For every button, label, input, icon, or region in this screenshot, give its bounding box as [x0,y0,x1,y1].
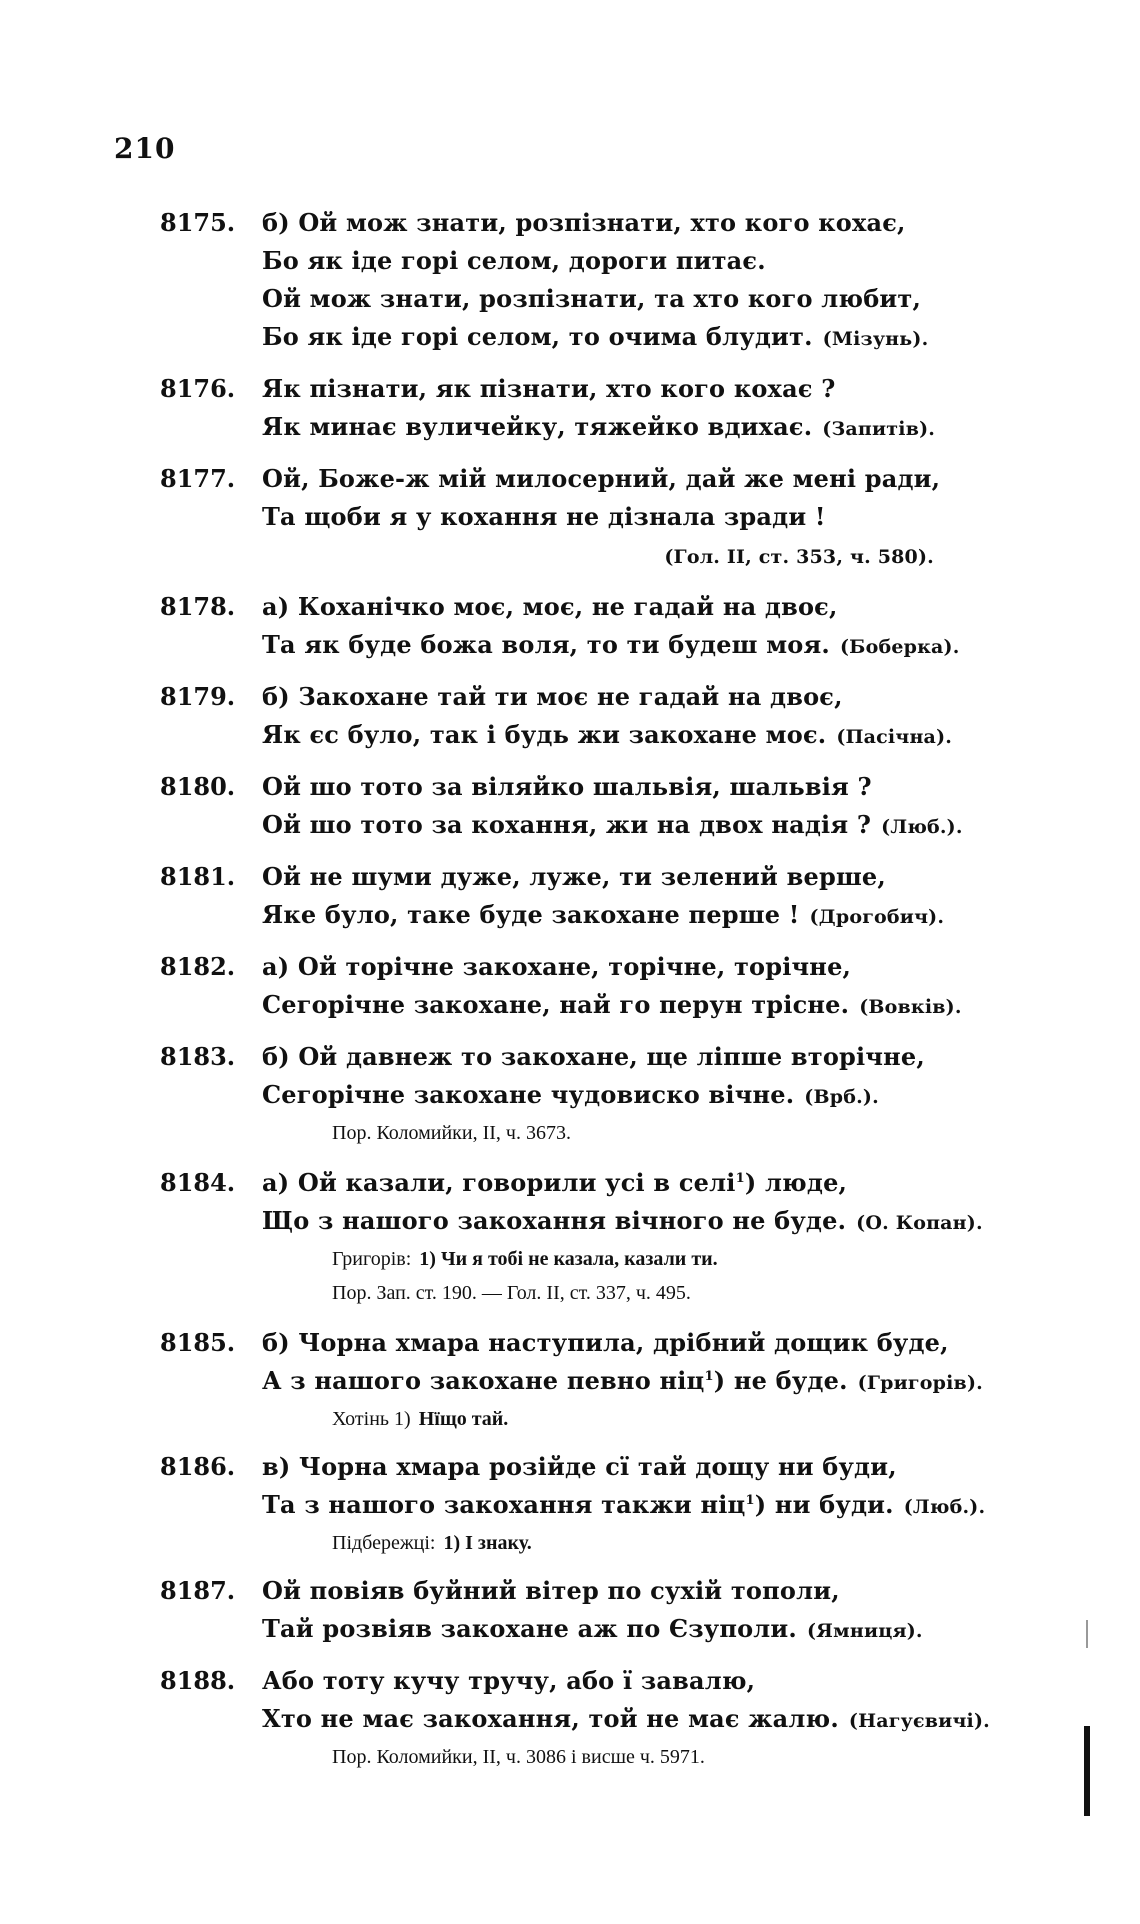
verse-line: Як пізнати, як пізнати, хто кого кохає ? [262,374,836,403]
verse-text: ) люде, [744,1168,848,1197]
scan-margin-mark [1086,1620,1088,1648]
source-label: (Дрогобич). [809,906,945,928]
source-label: (Мізунь). [822,328,929,350]
reference-note: Пор. Коломийки, II, ч. 3673. [332,1122,571,1144]
verse-text: Ой шо тото за кохання, жи на двох надія ? [262,810,872,839]
entry-number: 8181. [160,862,236,891]
footnote-marker: 1 [745,1493,755,1508]
entry-number: 8188. [160,1666,236,1695]
entry [0,1662,1140,1774]
entry [0,370,1140,448]
page-number: 210 [114,132,176,165]
verse-line [262,1362,1140,1402]
entry-number: 8178. [160,592,236,621]
variant-place: Хотінь 1) [332,1408,411,1430]
entry-number: 8187. [160,1576,236,1605]
footnote-marker: 1 [704,1369,714,1384]
verse-line [262,986,1140,1026]
verse-line [262,1076,1140,1116]
verse-line: Та щоби я у кохання не дізнала зради ! [262,502,826,531]
entry-number: 8180. [160,772,236,801]
verse-line: Або тоту кучу тручу, або ї завалю, [262,1666,756,1695]
source-label: (Гол. II, ст. 353, ч. 580). [664,546,934,568]
entry [0,204,1140,358]
source-label: (Боберка). [839,636,960,658]
scan-margin-mark [1084,1726,1090,1816]
entry-number: 8185. [160,1328,236,1357]
verse-line [262,896,1140,936]
source-label: (О. Копан). [856,1212,983,1234]
reference-note: Пор. Зап. ст. 190. — Гол. II, ст. 337, ч. 495. [332,1282,691,1304]
source-label: (Григорів). [857,1372,983,1394]
verse-line [262,716,1140,756]
entry [0,1038,1140,1150]
verse-line [262,806,1140,846]
source-line [262,536,1140,576]
entry-number: 8183. [160,1042,236,1071]
verse-text: Яке було, таке буде закохане перше ! [262,900,800,929]
verse-line: б) Ой давнеж то закохане, ще ліпше вторічне, [262,1042,925,1071]
entry [0,1164,1140,1310]
source-label: (Люб.). [903,1496,986,1518]
verse-text: Сегорічне закохане, най го перун трісне. [262,990,850,1019]
entry-number: 8177. [160,464,236,493]
entry-number: 8186. [160,1452,236,1481]
verse-line: а) Ой торічне закохане, торічне, торічне, [262,952,852,981]
verse-line: а) Коханічко моє, моє, не гадай на двоє, [262,592,838,621]
source-label: (Люб.). [881,816,963,838]
entry [0,1448,1140,1560]
verse-line [262,1202,1140,1242]
verse-line [262,408,1140,448]
verse-line: б) Чорна хмара наступила, дрібний дощик буде, [262,1328,949,1357]
verse-line: б) Закохане тай ти моє не гадай на двоє, [262,682,843,711]
variant-text: 1) Чи я тобі не казала, казали ти. [419,1248,718,1270]
verse-line: Ой шо тото за віляйко шальвія, шальвія ? [262,772,872,801]
reference-note: Пор. Коломийки, II, ч. 3086 і висше ч. 5971. [332,1746,705,1768]
variant-note [332,1242,1140,1276]
verse-text: Як єс було, так і будь жи закохане моє. [262,720,827,749]
variant-text: 1) І знаку. [443,1532,532,1554]
entry [0,858,1140,936]
verse-line [262,1610,1140,1650]
verse-text: Що з нашого закохання вічного не буде. [262,1206,847,1235]
entries-list [0,204,1140,1774]
verse-text: Хто не має закохання, той не має жалю. [262,1704,839,1733]
verse-line [262,1700,1140,1740]
verse-text: Бо як іде горі селом, то очима блудит. [262,322,813,351]
entry-number: 8182. [160,952,236,981]
entry [0,678,1140,756]
source-label: (Врб.). [804,1086,879,1108]
verse-text: А з нашого закохане певно ніц [262,1366,705,1395]
entry-number: 8176. [160,374,236,403]
verse-line: в) Чорна хмара розійде сї тай дощу ни буди, [262,1452,897,1481]
entry-number: 8175. [160,208,236,237]
entry-number: 8179. [160,682,236,711]
verse-text: Сегорічне закохане чудовиско вічне. [262,1080,795,1109]
variant-text: Нїщо тай. [418,1408,509,1430]
variant-place: Підбережці: [332,1532,436,1554]
entry [0,1324,1140,1436]
verse-line [262,1164,1140,1202]
verse-line: Ой повіяв буйний вітер по сухій тополи, [262,1576,840,1605]
verse-line [262,318,1140,358]
entry [0,948,1140,1026]
verse-line [262,1486,1140,1526]
verse-line: Ой не шуми дуже, луже, ти зелений верше, [262,862,886,891]
entry [0,1572,1140,1650]
verse-line: Бо як іде горі селом, дороги питає. [262,246,766,275]
verse-text: Та з нашого закохання такжи ніц [262,1490,746,1519]
source-label: (Пасічна). [836,726,953,748]
source-label: (Ямниця). [806,1620,923,1642]
verse-text: Та як буде божа воля, то ти будеш моя. [262,630,830,659]
verse-text: а) Ой казали, говорили усі в селі [262,1168,736,1197]
variant-note [332,1402,1140,1436]
entry [0,768,1140,846]
verse-text: Як минає вуличейку, тяжейко вдихає. [262,412,813,441]
source-label: (Нагуєвичі). [848,1710,990,1732]
entry [0,588,1140,666]
variant-place: Григорів: [332,1248,412,1270]
verse-text: ) ни буди. [754,1490,894,1519]
verse-text: ) не буде. [713,1366,848,1395]
verse-text: Тай розвіяв закохане аж по Єзуполи. [262,1614,797,1643]
entry-number: 8184. [160,1168,236,1197]
verse-line: б) Ой мож знати, розпізнати, хто кого кохає, [262,208,906,237]
verse-line: Ой мож знати, розпізнати, та хто кого любит, [262,284,922,313]
source-label: (Запитів). [822,418,936,440]
footnote-marker: 1 [735,1171,745,1186]
entry [0,460,1140,576]
variant-note [332,1526,1140,1560]
verse-line [262,626,1140,666]
verse-line: Ой, Боже-ж мій милосерний, дай же мені ради, [262,464,941,493]
source-label: (Вовків). [859,996,962,1018]
